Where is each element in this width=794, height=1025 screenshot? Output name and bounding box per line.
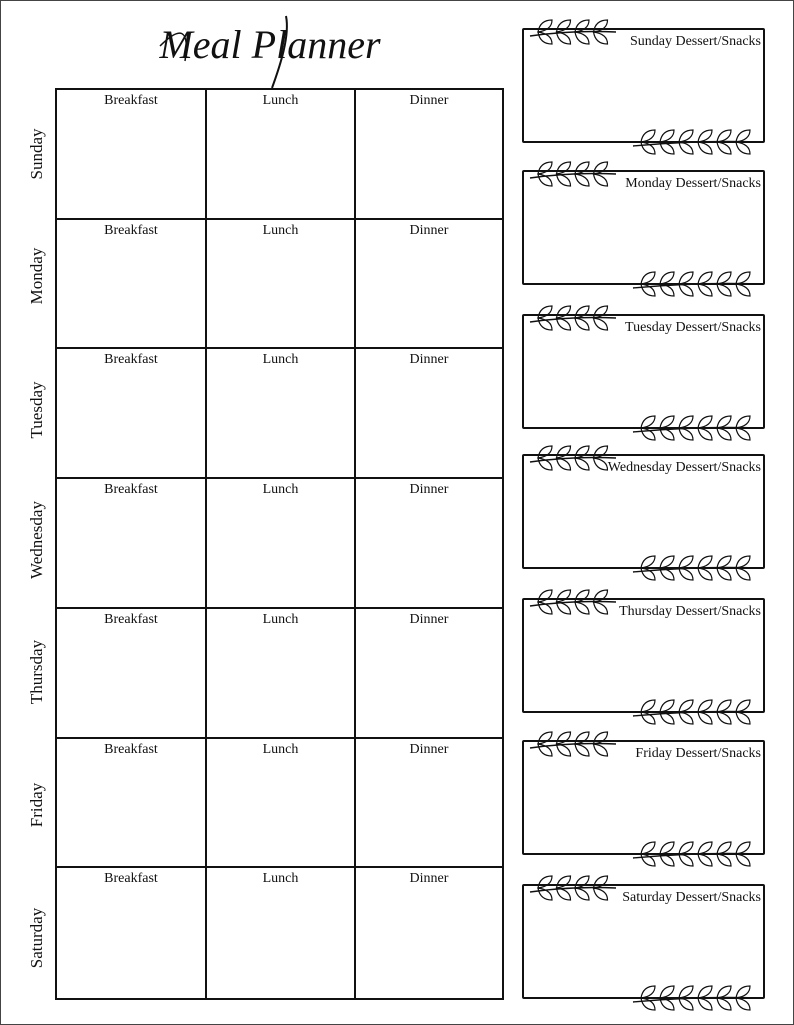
meal-label: Lunch [262,352,299,368]
meal-grid [55,88,504,1000]
snack-box-label: Tuesday Dessert/Snacks [625,320,761,335]
meal-cell-saturday-breakfast[interactable] [57,868,207,998]
meal-label: Lunch [262,482,299,498]
meal-label: Lunch [262,611,299,627]
meal-cell-thursday-dinner[interactable] [356,609,502,739]
meal-label: Breakfast [104,482,158,498]
meal-cell-friday-breakfast[interactable] [57,739,207,869]
snack-box-label: Saturday Dessert/Snacks [622,890,761,905]
meal-label: Breakfast [104,871,158,887]
meal-label: Dinner [409,352,449,368]
meal-label: Dinner [409,222,449,238]
meal-cell-sunday-dinner[interactable] [356,90,502,220]
meal-label: Dinner [409,482,449,498]
meal-cell-monday-breakfast[interactable] [57,220,207,350]
meal-cell-thursday-lunch[interactable] [207,609,356,739]
leaf-branch-icon [631,406,761,450]
leaf-branch-icon [528,724,618,764]
meal-cell-wednesday-breakfast[interactable] [57,479,207,609]
leaf-branch-icon [528,582,618,622]
leaf-branch-icon [631,120,761,164]
leaf-branch-icon [528,154,618,194]
meal-label: Lunch [262,93,299,108]
meal-label: Breakfast [104,93,158,108]
leaf-branch-icon [631,976,761,1020]
snack-box-label: Monday Dessert/Snacks [625,176,761,191]
meal-cell-thursday-breakfast[interactable] [57,609,207,739]
meal-label: Dinner [409,741,449,757]
meal-cell-tuesday-lunch[interactable] [207,349,356,479]
meal-cell-monday-dinner[interactable] [356,220,502,350]
meal-label: Breakfast [104,222,158,238]
leaf-branch-icon [528,298,618,338]
leaf-branch-icon [631,546,761,590]
meal-cell-sunday-lunch[interactable] [207,90,356,220]
leaf-branch-icon [631,832,761,876]
meal-label: Lunch [262,222,299,238]
meal-label: Lunch [262,871,299,887]
snack-box-label: Sunday Dessert/Snacks [629,34,761,49]
meal-label: Dinner [409,93,449,108]
meal-label: Breakfast [104,611,158,627]
meal-cell-sunday-breakfast[interactable] [57,90,207,220]
page-title-text: Meal Planner [159,22,381,67]
page-title [140,6,400,90]
meal-cell-saturday-lunch[interactable] [207,868,356,998]
leaf-branch-icon [528,868,618,908]
meal-cell-saturday-dinner[interactable] [356,868,502,998]
meal-cell-tuesday-dinner[interactable] [356,349,502,479]
snack-box-label: Friday Dessert/Snacks [635,746,761,761]
snack-box-label: Thursday Dessert/Snacks [619,604,761,619]
meal-cell-monday-lunch[interactable] [207,220,356,350]
snack-box-label: Wednesday Dessert/Snacks [607,460,761,475]
leaf-branch-icon [631,262,761,306]
meal-label: Lunch [262,741,299,757]
meal-cell-friday-dinner[interactable] [356,739,502,869]
meal-label: Dinner [409,611,449,627]
meal-label: Dinner [409,871,449,887]
leaf-branch-icon [528,438,618,478]
meal-cell-wednesday-lunch[interactable] [207,479,356,609]
meal-label: Breakfast [104,741,158,757]
meal-label: Breakfast [104,352,158,368]
leaf-branch-icon [528,12,618,52]
meal-cell-tuesday-breakfast[interactable] [57,349,207,479]
leaf-branch-icon [631,690,761,734]
meal-cell-wednesday-dinner[interactable] [356,479,502,609]
meal-cell-friday-lunch[interactable] [207,739,356,869]
